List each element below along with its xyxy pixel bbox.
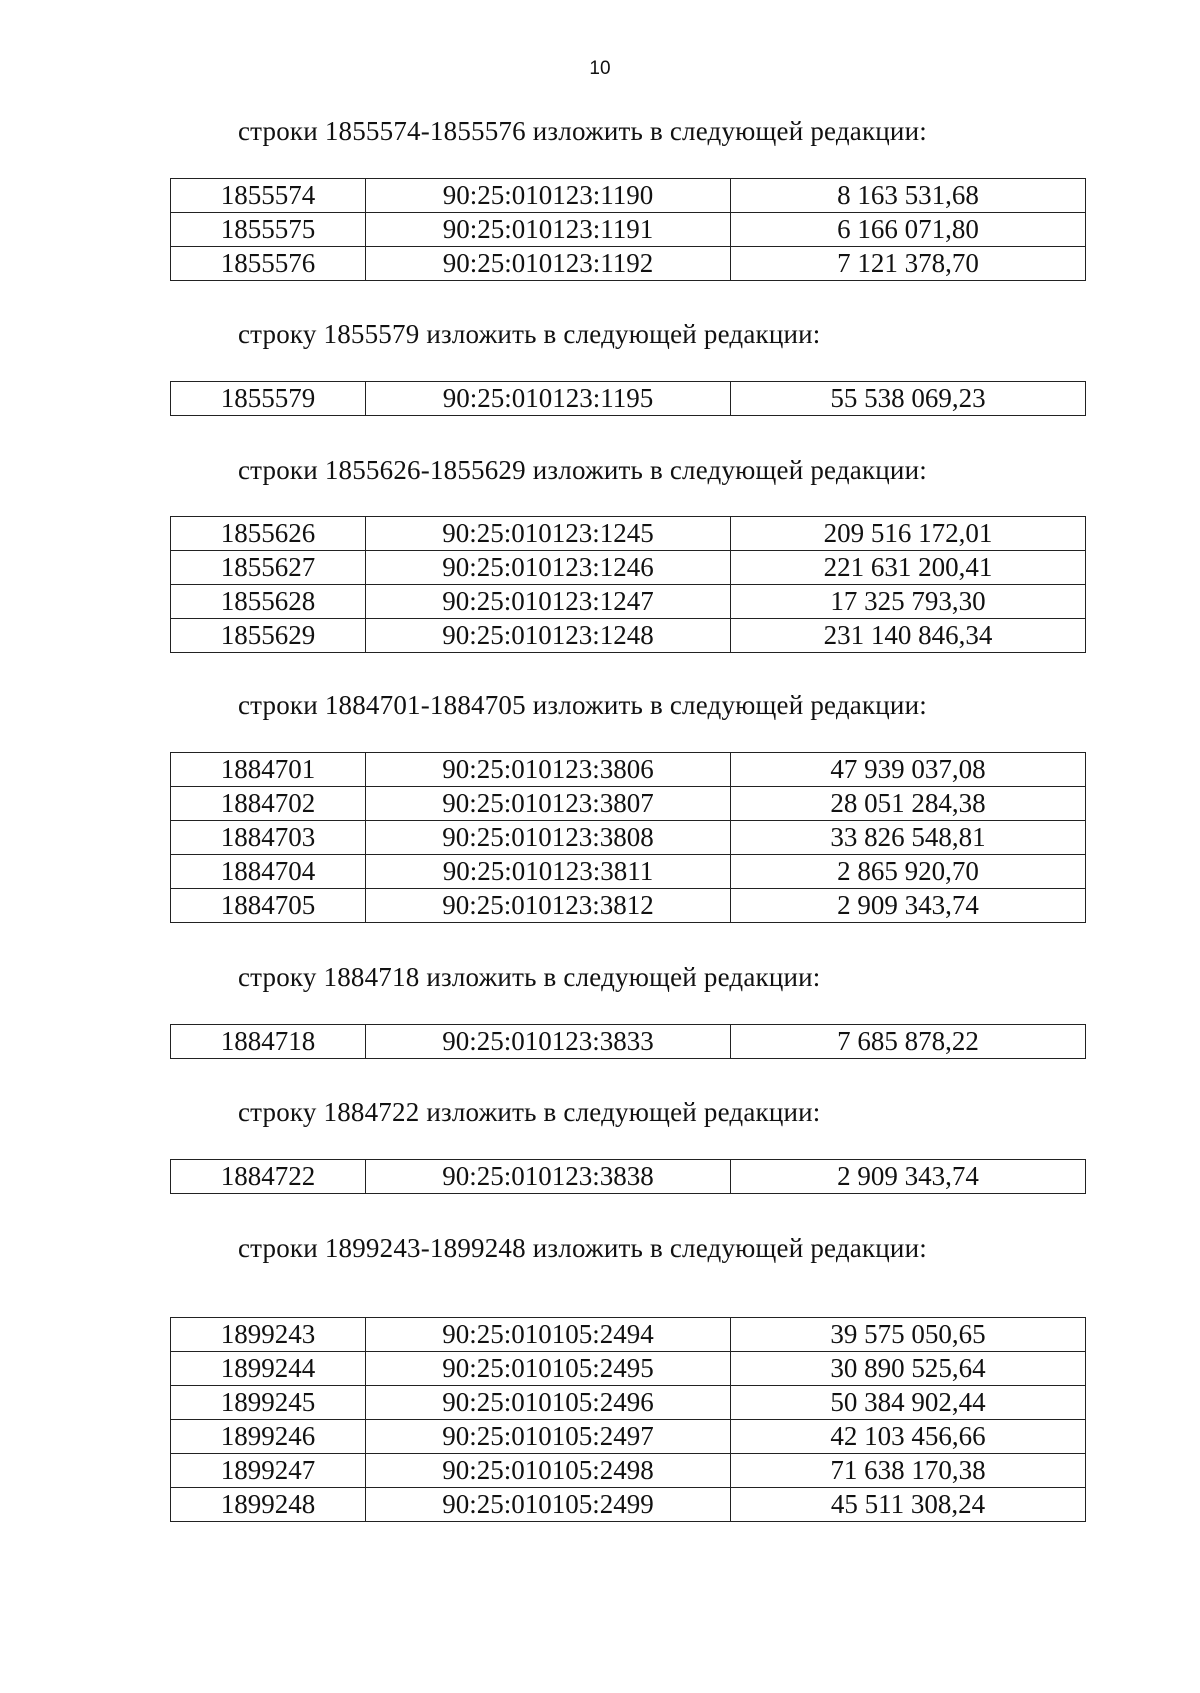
table-row — [171, 1318, 1086, 1352]
cadastral-number-cell: 90:25:010123:1248 — [366, 619, 731, 653]
cadastral-number-cell: 90:25:010123:3808 — [366, 821, 731, 855]
row-number-cell: 1884722 — [171, 1160, 366, 1194]
table-row — [171, 1454, 1086, 1488]
cadastral-number-cell: 90:25:010105:2494 — [366, 1318, 731, 1352]
cadastral-value-cell: 221 631 200,41 — [731, 551, 1086, 585]
cadastral-number-cell: 90:25:010123:1245 — [366, 517, 731, 551]
cadastral-value-cell: 209 516 172,01 — [731, 517, 1086, 551]
row-number-cell: 1855575 — [171, 213, 366, 247]
cadastral-value-cell: 6 166 071,80 — [731, 213, 1086, 247]
table-row — [171, 753, 1086, 787]
cadastral-value-cell: 33 826 548,81 — [731, 821, 1086, 855]
section-heading: строки 1884701-1884705 изложить в следующей редакции: — [238, 690, 927, 720]
table-row — [171, 787, 1086, 821]
cadastral-value-cell: 55 538 069,23 — [731, 382, 1086, 416]
row-number-cell: 1884703 — [171, 821, 366, 855]
row-number-cell: 1884705 — [171, 889, 366, 923]
cadastral-number-cell: 90:25:010105:2496 — [366, 1386, 731, 1420]
amendment-table — [170, 516, 1086, 653]
cadastral-value-cell: 30 890 525,64 — [731, 1352, 1086, 1386]
cadastral-number-cell: 90:25:010123:3838 — [366, 1160, 731, 1194]
cadastral-value-cell: 17 325 793,30 — [731, 585, 1086, 619]
row-number-cell: 1855627 — [171, 551, 366, 585]
page-number: 10 — [589, 58, 611, 79]
cadastral-number-cell: 90:25:010105:2497 — [366, 1420, 731, 1454]
cadastral-value-cell: 7 121 378,70 — [731, 247, 1086, 281]
section-heading: строки 1855626-1855629 изложить в следующей редакции: — [238, 455, 927, 485]
amendment-table — [170, 381, 1086, 416]
amendment-table — [170, 1159, 1086, 1194]
row-number-cell: 1884702 — [171, 787, 366, 821]
table-row — [171, 213, 1086, 247]
amendment-table — [170, 1024, 1086, 1059]
row-number-cell: 1884704 — [171, 855, 366, 889]
section-heading: строку 1884722 изложить в следующей редакции: — [238, 1097, 821, 1127]
cadastral-value-cell: 2 909 343,74 — [731, 1160, 1086, 1194]
cadastral-number-cell: 90:25:010123:1247 — [366, 585, 731, 619]
cadastral-number-cell: 90:25:010105:2498 — [366, 1454, 731, 1488]
cadastral-number-cell: 90:25:010123:1192 — [366, 247, 731, 281]
cadastral-value-cell: 8 163 531,68 — [731, 179, 1086, 213]
cadastral-value-cell: 2 909 343,74 — [731, 889, 1086, 923]
row-number-cell: 1899246 — [171, 1420, 366, 1454]
table-row — [171, 1160, 1086, 1194]
cadastral-number-cell: 90:25:010105:2499 — [366, 1488, 731, 1522]
cadastral-number-cell: 90:25:010105:2495 — [366, 1352, 731, 1386]
cadastral-value-cell: 45 511 308,24 — [731, 1488, 1086, 1522]
row-number-cell: 1855579 — [171, 382, 366, 416]
row-number-cell: 1855626 — [171, 517, 366, 551]
cadastral-value-cell: 39 575 050,65 — [731, 1318, 1086, 1352]
table-row — [171, 179, 1086, 213]
row-number-cell: 1855629 — [171, 619, 366, 653]
cadastral-value-cell: 42 103 456,66 — [731, 1420, 1086, 1454]
cadastral-number-cell: 90:25:010123:3833 — [366, 1025, 731, 1059]
amendment-table — [170, 752, 1086, 923]
row-number-cell: 1855574 — [171, 179, 366, 213]
cadastral-value-cell: 28 051 284,38 — [731, 787, 1086, 821]
cadastral-value-cell: 71 638 170,38 — [731, 1454, 1086, 1488]
table-row — [171, 889, 1086, 923]
cadastral-number-cell: 90:25:010123:1190 — [366, 179, 731, 213]
row-number-cell: 1899243 — [171, 1318, 366, 1352]
cadastral-number-cell: 90:25:010123:3812 — [366, 889, 731, 923]
table-row — [171, 619, 1086, 653]
table-row — [171, 585, 1086, 619]
cadastral-value-cell: 7 685 878,22 — [731, 1025, 1086, 1059]
cadastral-number-cell: 90:25:010123:1191 — [366, 213, 731, 247]
table-row — [171, 1386, 1086, 1420]
row-number-cell: 1855628 — [171, 585, 366, 619]
cadastral-number-cell: 90:25:010123:3807 — [366, 787, 731, 821]
section-heading: строку 1884718 изложить в следующей редакции: — [238, 962, 821, 992]
table-row — [171, 1420, 1086, 1454]
cadastral-number-cell: 90:25:010123:3806 — [366, 753, 731, 787]
table-row — [171, 382, 1086, 416]
row-number-cell: 1884701 — [171, 753, 366, 787]
section-heading: строки 1899243-1899248 изложить в следующей редакции: — [238, 1233, 927, 1263]
row-number-cell: 1899244 — [171, 1352, 366, 1386]
cadastral-number-cell: 90:25:010123:3811 — [366, 855, 731, 889]
table-row — [171, 1352, 1086, 1386]
cadastral-value-cell: 50 384 902,44 — [731, 1386, 1086, 1420]
table-row — [171, 855, 1086, 889]
table-row — [171, 247, 1086, 281]
table-row — [171, 551, 1086, 585]
cadastral-value-cell: 231 140 846,34 — [731, 619, 1086, 653]
row-number-cell: 1855576 — [171, 247, 366, 281]
table-row — [171, 517, 1086, 551]
cadastral-number-cell: 90:25:010123:1246 — [366, 551, 731, 585]
cadastral-value-cell: 2 865 920,70 — [731, 855, 1086, 889]
row-number-cell: 1899245 — [171, 1386, 366, 1420]
row-number-cell: 1899248 — [171, 1488, 366, 1522]
amendment-table — [170, 1317, 1086, 1522]
amendment-table — [170, 178, 1086, 281]
table-row — [171, 821, 1086, 855]
row-number-cell: 1884718 — [171, 1025, 366, 1059]
cadastral-value-cell: 47 939 037,08 — [731, 753, 1086, 787]
table-row — [171, 1488, 1086, 1522]
table-row — [171, 1025, 1086, 1059]
section-heading: строки 1855574-1855576 изложить в следующей редакции: — [238, 116, 927, 146]
cadastral-number-cell: 90:25:010123:1195 — [366, 382, 731, 416]
row-number-cell: 1899247 — [171, 1454, 366, 1488]
section-heading: строку 1855579 изложить в следующей редакции: — [238, 319, 821, 349]
